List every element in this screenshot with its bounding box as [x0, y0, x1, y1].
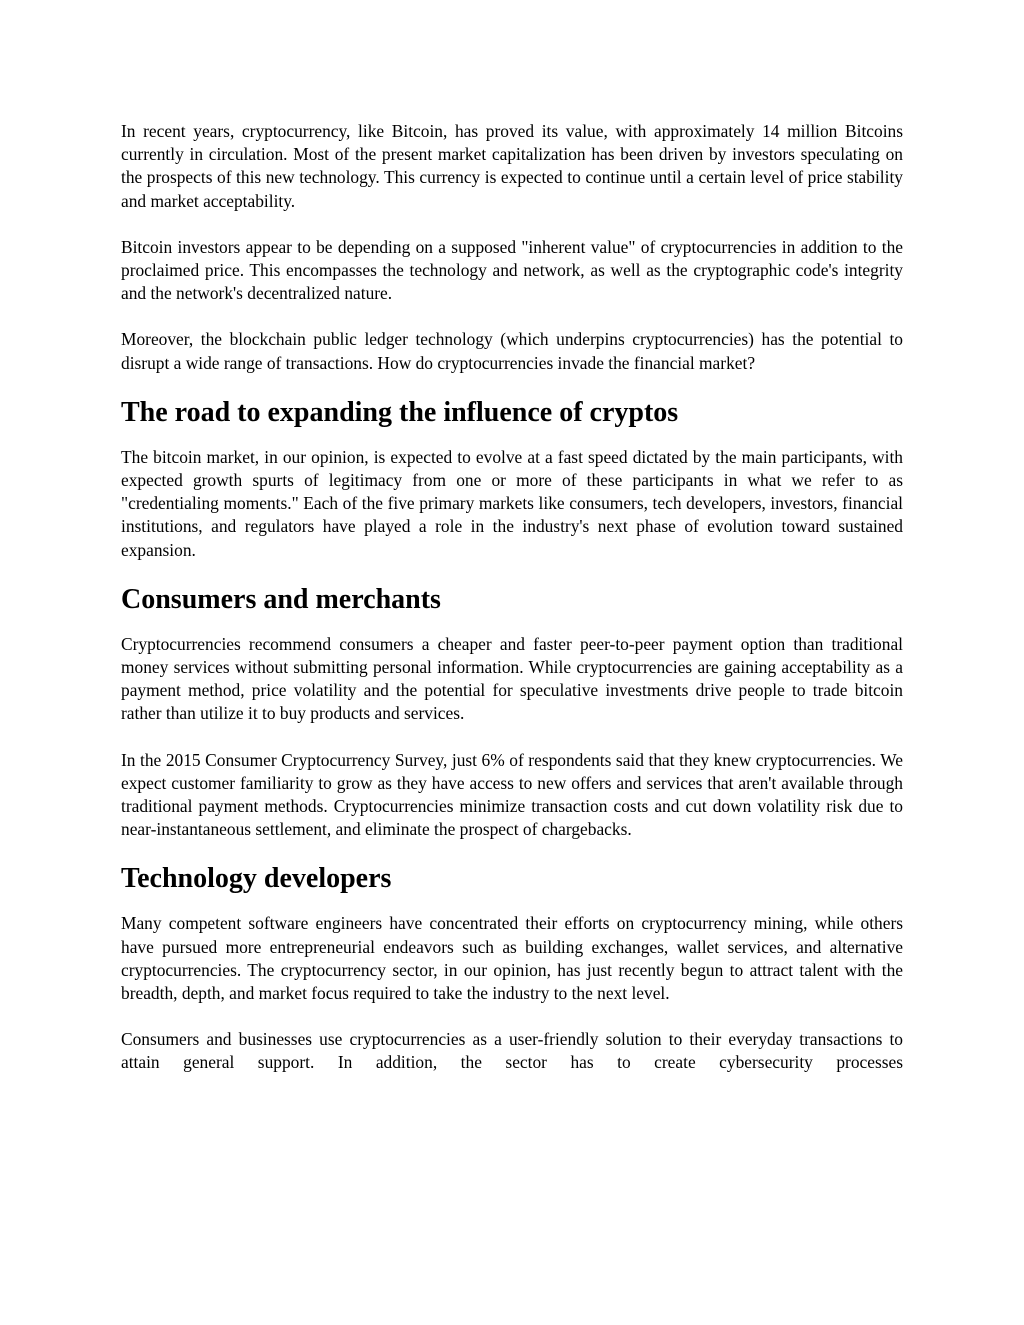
section-heading-technology: Technology developers — [121, 863, 392, 895]
consumers-paragraph-1: Cryptocurrencies recommend consumers a cheaper and faster peer-to-peer payment option than traditional money services without submitting personal information. While cryptocurrencies are gaining acceptability as a payment method, price volatility and the potential for speculative investments drive people to trade bitcoin rather than utilize it to buy products and services. — [121, 633, 903, 724]
technology-paragraph-2: Consumers and businesses use cryptocurrencies as a user-friendly solution to their everyday transactions to attain general support. In addition, the sector has to create cybersecurity processes — [121, 1029, 903, 1073]
section-heading-road: The road to expanding the influence of cryptos — [121, 396, 679, 428]
section-heading-consumers: Consumers and merchants — [121, 583, 441, 615]
consumers-paragraph-2: In the 2015 Consumer Cryptocurrency Survey, just 6% of respondents said that they knew cryptocurrencies. We expect customer familiarity to grow as they have access to new offers and services that aren't available through traditional payment methods. Cryptocurrencies minimize transaction costs and cut down volatility risk due to near-instantaneous settlement, and eliminate the prospect of chargebacks. — [121, 749, 903, 840]
road-paragraph-1: The bitcoin market, in our opinion, is expected to evolve at a fast speed dictated by the main participants, with expected growth spurts of legitimacy from one or more of these participants in what we refer to as "credentialing moments." Each of the five primary markets like consumers, tech developers, investors, financial institutions, and regulators have played a role in the industry's next phase of evolution toward sustained expansion. — [121, 446, 903, 560]
intro-paragraph-3: Moreover, the blockchain public ledger technology (which underpins cryptocurrencies) has the potential to disrupt a wide range of transactions. How do cryptocurrencies invade the financial market? — [121, 329, 903, 373]
intro-paragraph-1: In recent years, cryptocurrency, like Bitcoin, has proved its value, with approximately 14 million Bitcoins currently in circulation. Most of the present market capitalization has been driven by investors speculating on the prospects of this new technology. This currency is expected to continue until a certain level of price stability and market acceptability. — [121, 121, 903, 211]
technology-paragraph-1: Many competent software engineers have concentrated their efforts on cryptocurrency mining, while others have pursued more entrepreneurial endeavors such as building exchanges, wallet services, and alternative cryptocurrencies. The cryptocurrency sector, in our opinion, has just recently begun to attract talent with the breadth, depth, and market focus required to take the industry to the next level. — [121, 913, 903, 1004]
intro-paragraph-2: Bitcoin investors appear to be depending on a supposed "inherent value" of cryptocurrencies in addition to the proclaimed price. This encompasses the technology and network, as well as the cryptographic code's integrity and the network's decentralized nature. — [121, 236, 903, 304]
document-page — [121, 120, 903, 1075]
